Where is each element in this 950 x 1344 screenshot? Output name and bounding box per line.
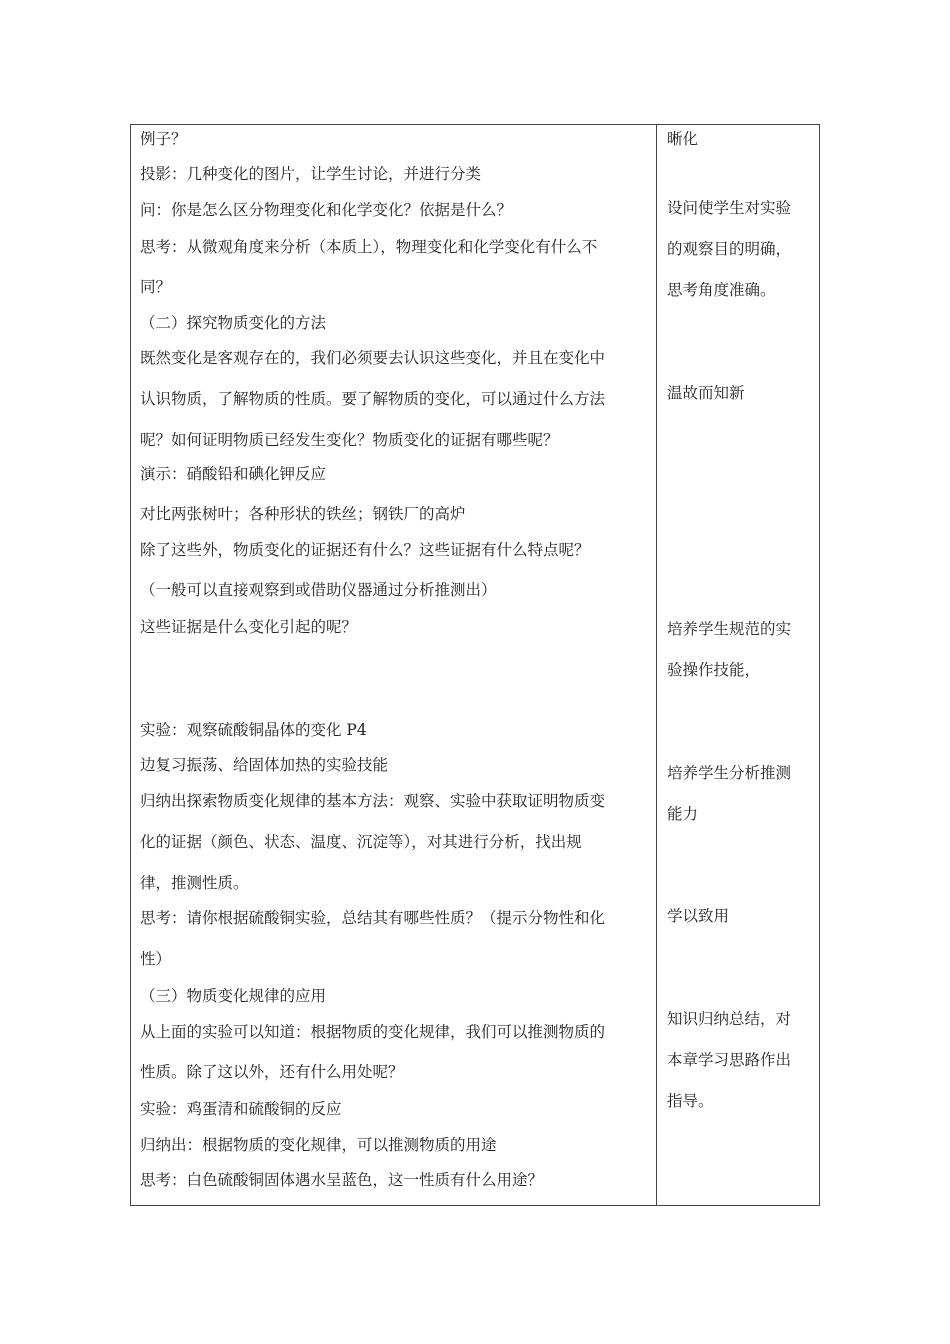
left-line-2: 投影：几种变化的图片，让学生讨论，并进行分类: [140, 165, 482, 183]
left-line-10: 演示：硝酸铅和碘化钾反应: [140, 465, 327, 483]
left-line-23: 从上面的实验可以知道：根据物质的变化规律，我们可以推测物质的: [140, 1023, 606, 1041]
left-line-3: 问：你是怎么区分物理变化和化学变化？依据是什么？: [140, 201, 513, 219]
right-line-12: 本章学习思路作出: [667, 1051, 792, 1069]
left-line-11: 对比两张树叶；各种形状的铁丝；钢铁厂的高炉: [140, 505, 466, 523]
left-line-22: （三）物质变化规律的应用: [140, 987, 327, 1005]
left-line-15: 实验：观察硫酸铜晶体的变化 P4: [140, 721, 367, 739]
left-line-16: 边复习振荡、给固体加热的实验技能: [140, 756, 389, 774]
lesson-table: [130, 124, 820, 1206]
left-line-12: 除了这些外，物质变化的证据还有什么？这些证据有什么特点呢？: [140, 541, 590, 559]
right-line-10: 学以致用: [667, 907, 730, 925]
left-line-17: 归纳出探索物质变化规律的基本方法：观察、实验中获取证明物质变: [140, 792, 606, 810]
left-line-24: 性质。除了这以外，还有什么用处呢？: [140, 1063, 404, 1081]
right-line-4: 思考角度准确。: [667, 281, 776, 299]
left-line-25: 实验：鸡蛋清和硫酸铜的反应: [140, 1100, 342, 1118]
right-line-6: 培养学生规范的实: [667, 620, 792, 638]
right-line-3: 的观察目的明确，: [667, 240, 792, 258]
left-line-14: 这些证据是什么变化引起的呢？: [140, 618, 358, 636]
right-line-7: 验操作技能，: [667, 661, 761, 679]
left-line-26: 归纳出：根据物质的变化规律，可以推测物质的用途: [140, 1136, 497, 1154]
left-line-8: 认识物质，了解物质的性质。要了解物质的变化，可以通过什么方法: [140, 390, 606, 408]
right-line-8: 培养学生分析推测: [667, 764, 792, 782]
left-line-13: （一般可以直接观察到或借助仪器通过分析推测出）: [140, 581, 497, 599]
left-line-21: 性）: [140, 950, 172, 968]
left-line-7: 既然变化是客观存在的，我们必须要去认识这些变化，并且在变化中: [140, 349, 606, 367]
column-divider: [656, 125, 657, 1205]
left-line-27: 思考：白色硫酸铜固体遇水呈蓝色，这一性质有什么用途？: [140, 1171, 544, 1189]
left-line-6: （二）探究物质变化的方法: [140, 314, 327, 332]
right-line-11: 知识归纳总结，对: [667, 1010, 792, 1028]
left-line-19: 律，推测性质。: [140, 874, 249, 892]
right-line-9: 能力: [667, 805, 699, 823]
left-line-20: 思考：请你根据硫酸铜实验，总结其有哪些性质？（提示分物性和化: [140, 909, 606, 927]
right-line-5: 温故而知新: [667, 384, 745, 402]
right-line-2: 设问使学生对实验: [667, 199, 792, 217]
left-line-4: 思考：从微观角度来分析（本质上），物理变化和化学变化有什么不: [140, 238, 598, 256]
right-line-13: 指导。: [667, 1092, 714, 1110]
left-line-9: 呢？如何证明物质已经发生变化？物质变化的证据有哪些呢？: [140, 431, 559, 449]
right-line-1: 晰化: [667, 130, 699, 148]
left-line-5: 同？: [140, 278, 172, 296]
left-line-18: 化的证据（颜色、状态、温度、沉淀等），对其进行分析，找出规: [140, 833, 582, 851]
left-line-1: 例子？: [140, 130, 187, 148]
